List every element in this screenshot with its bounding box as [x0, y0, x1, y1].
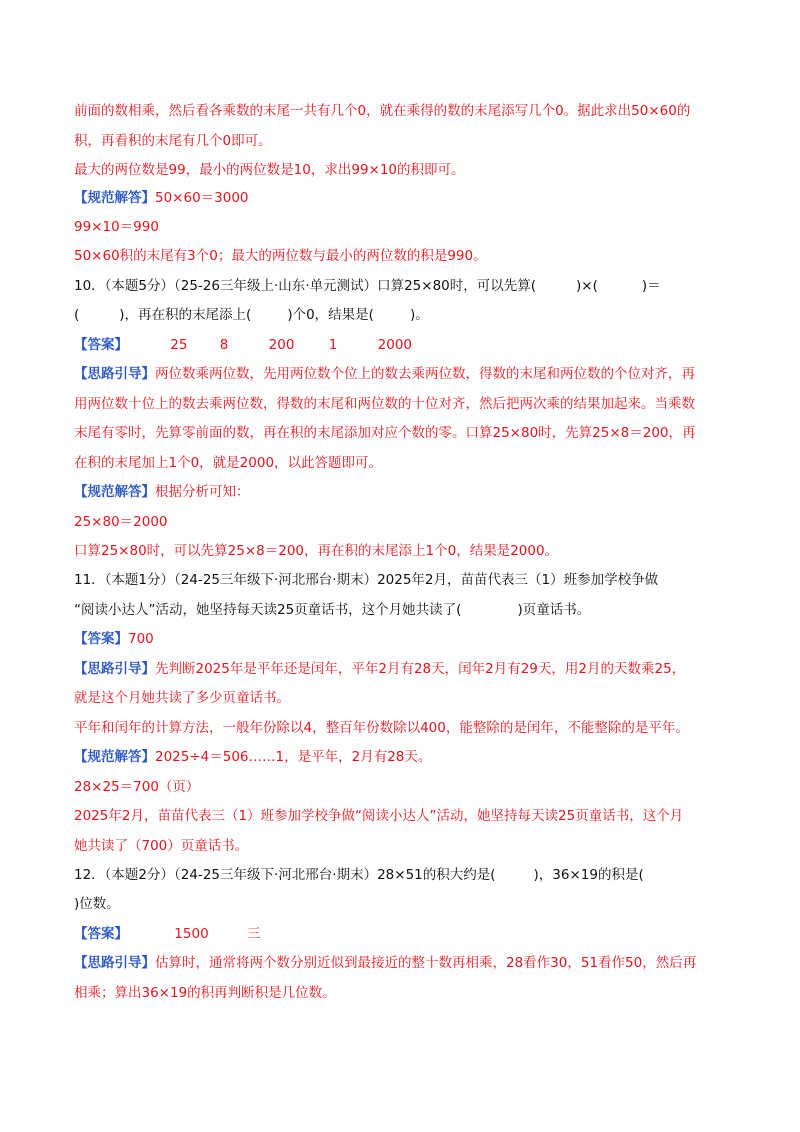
question-11-line-1: 11．（本题1分）（24-25三年级下·河北邢台·期末）2025年2月，苗苗代表三（1）班参加学校争做 [74, 572, 659, 588]
answer-row [74, 629, 730, 649]
answer-label: 【答案】 [74, 631, 128, 647]
guide-row: 【思路引导】两位数乘两位数，先用两位数个位上的数去乘两位数，得数的末尾和两位数的个位对齐，再 [74, 366, 695, 382]
answer-value: 1 [328, 337, 338, 353]
question-11-line-2: “阅读小达人”活动，她坚持每天读25页童话书，这个月她共读了( )页童话书。 [74, 602, 591, 618]
text-line: 用两位数十位上的数去乘两位数，得数的末尾和两位数的十位对齐，然后把两次乘的结果加起来。当乘数 [74, 396, 695, 412]
guide-label: 【思路引导】 [74, 661, 155, 677]
question-10-line-2: ( )，再在积的末尾添上( )个0，结果是( )。 [74, 307, 429, 323]
answer-value: 25 [170, 337, 188, 353]
text-line: 她共读了（700）页童话书。 [74, 838, 249, 854]
question-12-line-1: 12．（本题2分）（24-25三年级下·河北邢台·期末）28×51的积大约是( )，36×19的积是( [74, 867, 644, 883]
guide-label: 【思路引导】 [74, 955, 155, 971]
answer-value: 8 [219, 337, 229, 353]
solution-text: 50×60＝3000 [155, 190, 249, 206]
solution-row: 【规范解答】2025÷4＝506……1，是平年，2月有28天。 [74, 749, 432, 765]
text-line: 最大的两位数是99，最小的两位数是10，求出99×10的积即可。 [74, 162, 465, 178]
guide-row: 【思路引导】先判断2025年是平年还是闰年，平年2月有28天，闰年2月有29天，用2月的天数乘25， [74, 661, 686, 677]
text-line: 28×25＝700（页） [74, 779, 200, 795]
answer-row [74, 335, 730, 355]
answer-value: 2000 [377, 337, 412, 353]
answer-label: 【答案】 [74, 337, 128, 353]
text-line: 99×10＝990 [74, 219, 159, 235]
answer-value: 200 [268, 337, 295, 353]
text-line: 50×60积的末尾有3个0；最大的两位数与最小的两位数的积是990。 [74, 248, 487, 264]
text-line: 前面的数相乘，然后看各乘数的末尾一共有几个0，就在乘得的数的末尾添写几个0。据此求出50×60的 [74, 103, 691, 119]
solution-label: 【规范解答】 [74, 484, 155, 500]
solution-row [74, 188, 730, 208]
answer-value: 三 [246, 926, 261, 942]
text-line: 平年和闰年的计算方法，一般年份除以4，整百年份数除以400，能整除的是闰年，不能整除的是平年。 [74, 720, 689, 736]
text-line: 末尾有零时，先算零前面的数，再在积的末尾添加对应个数的零。口算25×80时，先算25×8＝200，再 [74, 425, 696, 441]
answer-value: 700 [128, 631, 154, 647]
text-line: 相乘；算出36×19的积再判断积是几位数。 [74, 985, 336, 1001]
answer-row [74, 924, 730, 944]
answer-label: 【答案】 [74, 926, 128, 942]
solution-label: 【规范解答】 [74, 749, 155, 765]
question-12-line-2: )位数。 [74, 896, 120, 912]
answer-value: 1500 [174, 926, 209, 942]
text-line: 25×80＝2000 [74, 514, 168, 530]
text-line: 积，再看积的末尾有几个0即可。 [74, 133, 272, 149]
guide-label: 【思路引导】 [74, 366, 155, 382]
text-line: 就是这个月她共读了多少页童话书。 [74, 690, 290, 706]
solution-row: 【规范解答】根据分析可知： [74, 484, 250, 500]
text-line: 口算25×80时，可以先算25×8＝200，再在积的末尾添上1个0，结果是2000。 [74, 543, 559, 559]
text-line: 2025年2月，苗苗代表三（1）班参加学校争做“阅读小达人”活动，她坚持每天读25页童话书，这个月 [74, 808, 684, 824]
guide-row: 【思路引导】估算时，通常将两个数分别近似到最接近的整十数再相乘，28看作30，51看作50，然后再 [74, 955, 697, 971]
solution-label: 【规范解答】 [74, 190, 155, 206]
text-line: 在积的末尾加上1个0，就是2000，以此答题即可。 [74, 455, 383, 471]
question-10-line-1: 10．（本题5分）（25-26三年级上·山东·单元测试）口算25×80时，可以先算( )×( )＝ [74, 278, 661, 294]
